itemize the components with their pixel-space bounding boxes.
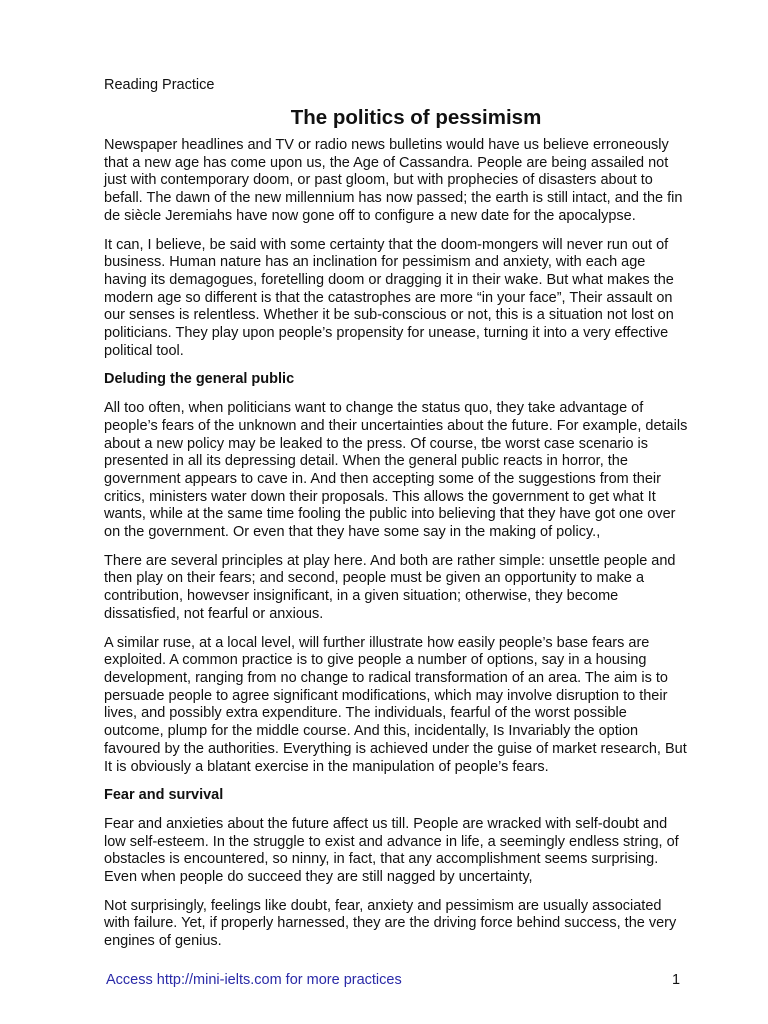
- text-line: Newspaper headlines and TV or radio news bulletins would have us believe erroneously: [104, 137, 669, 153]
- text-line: on the government. Or even that they have some say in the making of policy.,: [104, 524, 601, 541]
- text-line: Not surprisingly, feelings like doubt, fear, anxiety and pessimism are usually associated: [104, 897, 662, 914]
- section-heading: Deluding the general public: [104, 371, 295, 388]
- text-line: A similar ruse, at a local level, will further illustrate how easily people’s base fears are: [104, 634, 650, 651]
- paragraph: [104, 816, 744, 887]
- text-line: favoured by the authorities. Everything is achieved under the guise of market research, But: [104, 740, 687, 757]
- text-line: Even when people do succeed they are still nagged by uncertainty,: [104, 869, 533, 886]
- text-line: just with contemporary doom, or past gloom, but with prophecies of disasters about to: [104, 172, 653, 189]
- text-line: presented in all its depressing detail. When the general public reacts in horror, the: [104, 453, 628, 470]
- text-line: outcome, plump for the middle course. And this, incidentally, Is Invariably the option: [104, 723, 639, 740]
- text-line: lives, and possibly extra expenditure. The individuals, fearful of the worst possible: [104, 705, 627, 722]
- footer-practice-link[interactable]: Access http://mini-ielts.com for more practices: [106, 972, 402, 988]
- text-line: befall. The dawn of the new millennium has now passed; the earth is still intact, and the fin: [104, 190, 683, 207]
- paragraph: [104, 237, 744, 361]
- text-line: persuade people to agree significant modifications, which may involve disruption to their: [104, 687, 668, 704]
- document-title: The politics of pessimism: [290, 106, 542, 129]
- text-line: dissatisfied, not fearful or anxious.: [104, 605, 324, 622]
- text-line: then play on their fears; and second, people must be given an opportunity to make a: [104, 570, 645, 587]
- text-line: engines of genius.: [104, 933, 222, 950]
- text-line: about a new policy may be leaked to the press. Of course, tbe worst case scenario is: [104, 435, 649, 452]
- text-line: government appears to cave in. And then accepting some of the suggestions from their: [104, 470, 661, 487]
- text-line: All too often, when politicians want to change the status quo, they take advantage of: [104, 400, 644, 417]
- paragraph: [104, 553, 744, 624]
- article-body: [104, 137, 744, 951]
- paragraph: [104, 898, 744, 951]
- document-label: Reading Practice: [104, 77, 215, 93]
- text-line: exploited. A common practice is to give people a number of options, say in a housing: [104, 652, 647, 669]
- text-line: low self-esteem. In the struggle to exist and advance in life, a seemingly endless string, of: [104, 833, 679, 850]
- text-line: that a new age has come upon us, the Age of Cassandra. People are being assailed not: [104, 154, 669, 171]
- text-line: critics, ministers water down their proposals. This allows the government to get what It: [104, 488, 656, 505]
- text-line: contribution, howevser insignificant, in a given situation; otherwise, they become: [104, 588, 619, 605]
- text-line: having its demagogues, foretelling doom or dragging it in their wake. But what makes the: [104, 271, 674, 288]
- paragraph: [104, 400, 744, 542]
- text-line: people’s fears of the unknown and their uncertainties about the future. For example, details: [104, 417, 688, 434]
- text-line: It can, I believe, be said with some certainty that the doom-mongers will never run out of: [104, 236, 669, 253]
- text-line: business. Human nature has an inclination for pessimism and anxiety, with each age: [104, 254, 646, 271]
- text-line: obstacles is encountered, so ninny, in fact, that any accomplishment seems surprising.: [104, 851, 659, 868]
- page-number: 1: [672, 972, 681, 988]
- text-line: There are several principles at play here. And both are rather simple: unsettle people and: [104, 552, 676, 569]
- text-line: political tool.: [104, 342, 184, 359]
- text-line: development, ranging from no change to radical transformation of an area. The aim is to: [104, 669, 668, 686]
- text-line: wants, while at the same time fooling the public into believing that they have got one over: [104, 506, 676, 523]
- text-line: modern age so different is that the catastrophes are more “in your face”, Their assault on: [104, 289, 673, 306]
- text-line: with failure. Yet, if properly harnessed, they are the driving force behind success, the very: [104, 915, 677, 932]
- text-line: de siècle Jeremiahs have now gone off to configure a new date for the apocalypse.: [104, 207, 636, 224]
- text-line: It is obviously a blatant exercise in the manipulation of people’s fears.: [104, 758, 549, 775]
- paragraph: [104, 137, 744, 226]
- text-line: Fear and anxieties about the future affect us till. People are wracked with self-doubt and: [104, 815, 668, 832]
- paragraph: [104, 635, 744, 777]
- section-heading: Fear and survival: [104, 787, 224, 804]
- text-line: our senses is relentless. Whether it be sub-conscious or not, this is a situation not lost on: [104, 307, 674, 324]
- text-line: politicians. They play upon people’s propensity for unease, turning it into a very effective: [104, 325, 669, 342]
